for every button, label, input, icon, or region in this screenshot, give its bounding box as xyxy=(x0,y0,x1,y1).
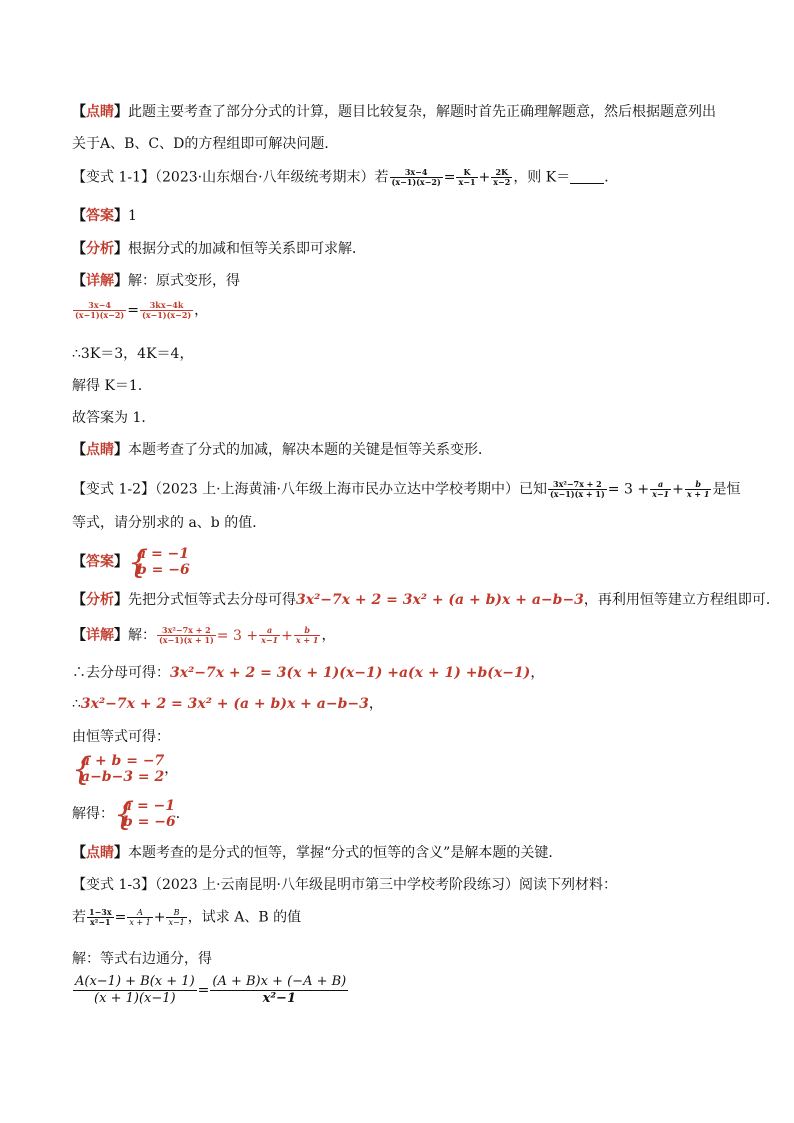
step1-equation: 3x²−7x + 2 = 3(x + 1)(x−1) +a(x + 1) +b(x−1) xyxy=(170,665,531,681)
ruo-text: 若 xyxy=(72,909,86,926)
note-text: 本题考查了分式的加减，解决本题的关键是恒等关系变形． xyxy=(128,442,492,458)
plus-sign: + xyxy=(153,909,166,926)
equals-sign: = xyxy=(127,302,139,319)
ruo-text: 若 xyxy=(374,169,389,186)
comma: ， xyxy=(530,665,545,681)
fraction: $\frac{\text{3x²−7x + 2}}{(x-1)(x + 1)}$ xyxy=(159,625,214,645)
variant-1-2-step2 xyxy=(72,695,383,713)
fraction: $\frac{b}{x + 1}$ xyxy=(686,479,710,499)
variant-1-3-solution: 解：等式右边通分，得 xyxy=(72,951,212,967)
variant-1-1-title: 【变式 1-1】 xyxy=(72,169,155,186)
variant-1-2-detail: 【详解】解： $\frac{\text{3x²−7x + 2}}{(x-1)(x + 1)}$ = 3 + $\frac{a}{x-1}$ + $\frac{b}{x + 1}$ ， xyxy=(72,625,336,645)
variant-1-3-material xyxy=(72,908,301,927)
variant-1-1-note: 【点睛】本题考查了分式的加减，解决本题的关键是恒等关系变形． xyxy=(72,442,492,458)
variant-1-2-step3: 由恒等式可得： xyxy=(72,729,170,745)
variant-1-2-source: （2023 上·上海黄浦·八年级上海市民办立达中学校考期中）已知 xyxy=(155,481,547,498)
fraction: $\frac{3kx-4k}{(x-1)(x-2)}$ xyxy=(141,300,192,320)
equation-mid: = 3 + xyxy=(607,481,650,498)
detail-pre: 解： xyxy=(128,627,156,644)
therefore-sign: ∴ xyxy=(72,696,81,712)
variant-1-2-system xyxy=(72,750,179,788)
solution-pre: 解得： xyxy=(72,806,114,822)
solution-system: { a = −1 b = −6 xyxy=(114,795,176,833)
variant-1-1-answer: 【答案】1 xyxy=(72,208,137,224)
comma: ， xyxy=(321,627,336,644)
variant-1-2-note: 【点睛】本题考查的是分式的恒等，掌握“分式的恒等的含义”是解本题的关键． xyxy=(72,845,563,861)
equation-system: { a + b = −7 a−b−3 = 2 xyxy=(72,750,165,788)
variant-1-2-step1 xyxy=(72,664,544,682)
fraction: $\frac{K}{x-1}$ xyxy=(458,167,476,187)
variant-1-1-analysis: 【分析】根据分式的加减和恒等关系即可求解． xyxy=(72,241,366,257)
fraction: $\frac{a}{x-1}$ xyxy=(652,479,670,499)
variant-1-1-equation xyxy=(72,301,208,320)
answer-value: 1 xyxy=(128,208,137,224)
fraction: $\frac{2K}{x-2}$ xyxy=(493,167,511,187)
answer-system: { a = −1 b = −6 xyxy=(128,543,190,581)
fraction: $\frac{a}{x-1}$ xyxy=(261,625,279,645)
fraction: $\frac{A}{x + 1}$ xyxy=(129,908,151,927)
step2-equation: 3x²−7x + 2 = 3x² + (a + b)x + a−b−3 xyxy=(80,696,369,712)
fraction: $\frac{(A + B)x + (-A + B)}{\text{x²−1}}$ xyxy=(212,974,347,1006)
fraction: $\frac{b}{x + 1}$ xyxy=(295,625,319,645)
plus-sign: + xyxy=(478,169,491,186)
variant-1-3-title: 【变式 1-3】 xyxy=(72,877,155,893)
analysis-equation: 3x²−7x + 2 = 3x² + (a + b)x + a−b−3 xyxy=(296,592,584,608)
analysis-pre: 先把分式恒等式去分母可得 xyxy=(128,592,296,608)
equals-sign: = xyxy=(197,982,210,999)
dianjing-text-1: 此题主要考查了部分分式的计算，题目比较复杂，解题时首先正确理解题意，然后根据题意列出 xyxy=(128,104,716,120)
comma: ， xyxy=(368,696,383,712)
question-tail: 是恒 xyxy=(712,481,741,498)
fraction: $\frac{1-3x}{\text{x²−1}}$ xyxy=(89,907,112,927)
fraction: $\frac{3x-4}{(x-1)(x-2)}$ xyxy=(75,300,125,320)
period: ． xyxy=(604,169,619,186)
dianjing-paragraph-line1 xyxy=(72,103,716,121)
variant-1-2-solution xyxy=(72,795,190,833)
variant-1-3-equation xyxy=(72,974,349,1007)
variant-1-1-step1: ∴3K＝3，4K＝4， xyxy=(72,346,194,362)
comma: ， xyxy=(164,761,179,777)
answer-blank xyxy=(570,169,604,184)
plus-sign: + xyxy=(672,481,684,498)
variant-1-3-question xyxy=(72,876,617,894)
detail-text: 解：原式变形，得 xyxy=(128,273,240,289)
dianjing-paragraph-line2 xyxy=(72,135,338,153)
variant-1-1-question xyxy=(72,168,618,187)
note-text: 本题考查的是分式的恒等，掌握“分式的恒等的含义”是解本题的关键． xyxy=(128,845,563,861)
detail-equation: $\frac{\text{3x²−7x + 2}}{(x-1)(x + 1)}$ = 3 + $\frac{a}{x-1}$ + $\frac{b}{x + 1}$ xyxy=(159,625,319,645)
variant-1-3-source: （2023 上·云南昆明·八年级昆明市第三中学校考阶段练习）阅读下列材料： xyxy=(155,877,617,893)
variant-1-2-question-line2: 等式，请分别求的 a、b 的值． xyxy=(72,515,267,531)
dianjing-tag: 【点睛】 xyxy=(72,104,128,120)
analysis-text: 根据分式的加减和恒等关系即可求解． xyxy=(128,241,366,257)
comma: ， xyxy=(194,302,209,319)
equals-sign: = xyxy=(114,909,127,926)
variant-1-2-question xyxy=(72,480,740,499)
variant-1-2-analysis: 【分析】先把分式恒等式去分母可得3x²−7x + 2 = 3x² + (a + b)x + a−b−3，再利用恒等建立方程组即可． xyxy=(72,592,780,608)
variant-1-1-step2: 解得 K＝1． xyxy=(72,378,152,394)
fraction: $\frac{A(x-1) + B(x + 1)}{(x + 1)(x-1)}$ xyxy=(75,974,195,1006)
period: ． xyxy=(175,806,190,822)
variant-1-1-detail: 【详解】解：原式变形，得 xyxy=(72,273,240,289)
fraction: $\frac{B}{x-1}$ xyxy=(168,908,185,927)
fraction: $\frac{3x-4}{(x-1)(x-2)}$ xyxy=(391,167,441,187)
equals-sign: = xyxy=(443,169,456,186)
question-tail: ，则 K＝ xyxy=(513,169,571,186)
material-tail: ，试求 A、B 的值 xyxy=(187,909,302,926)
variant-1-2-answer: 【答案】 { a = −1 b = −6 xyxy=(72,543,190,581)
step1-pre: ∴去分母可得： xyxy=(72,665,170,681)
analysis-post: ，再利用恒等建立方程组即可． xyxy=(583,592,780,608)
variant-1-1-step3: 故答案为 1． xyxy=(72,410,156,426)
variant-1-1-source: （2023·山东烟台·八年级统考期末） xyxy=(155,169,375,186)
fraction: $\frac{\text{3x²−7x + 2}}{(x-1)(x + 1)}$ xyxy=(549,479,605,499)
variant-1-2-title: 【变式 1-2】 xyxy=(72,481,155,498)
dianjing-text-2: 关于A、B、C、D的方程组即可解决问题． xyxy=(72,136,339,152)
